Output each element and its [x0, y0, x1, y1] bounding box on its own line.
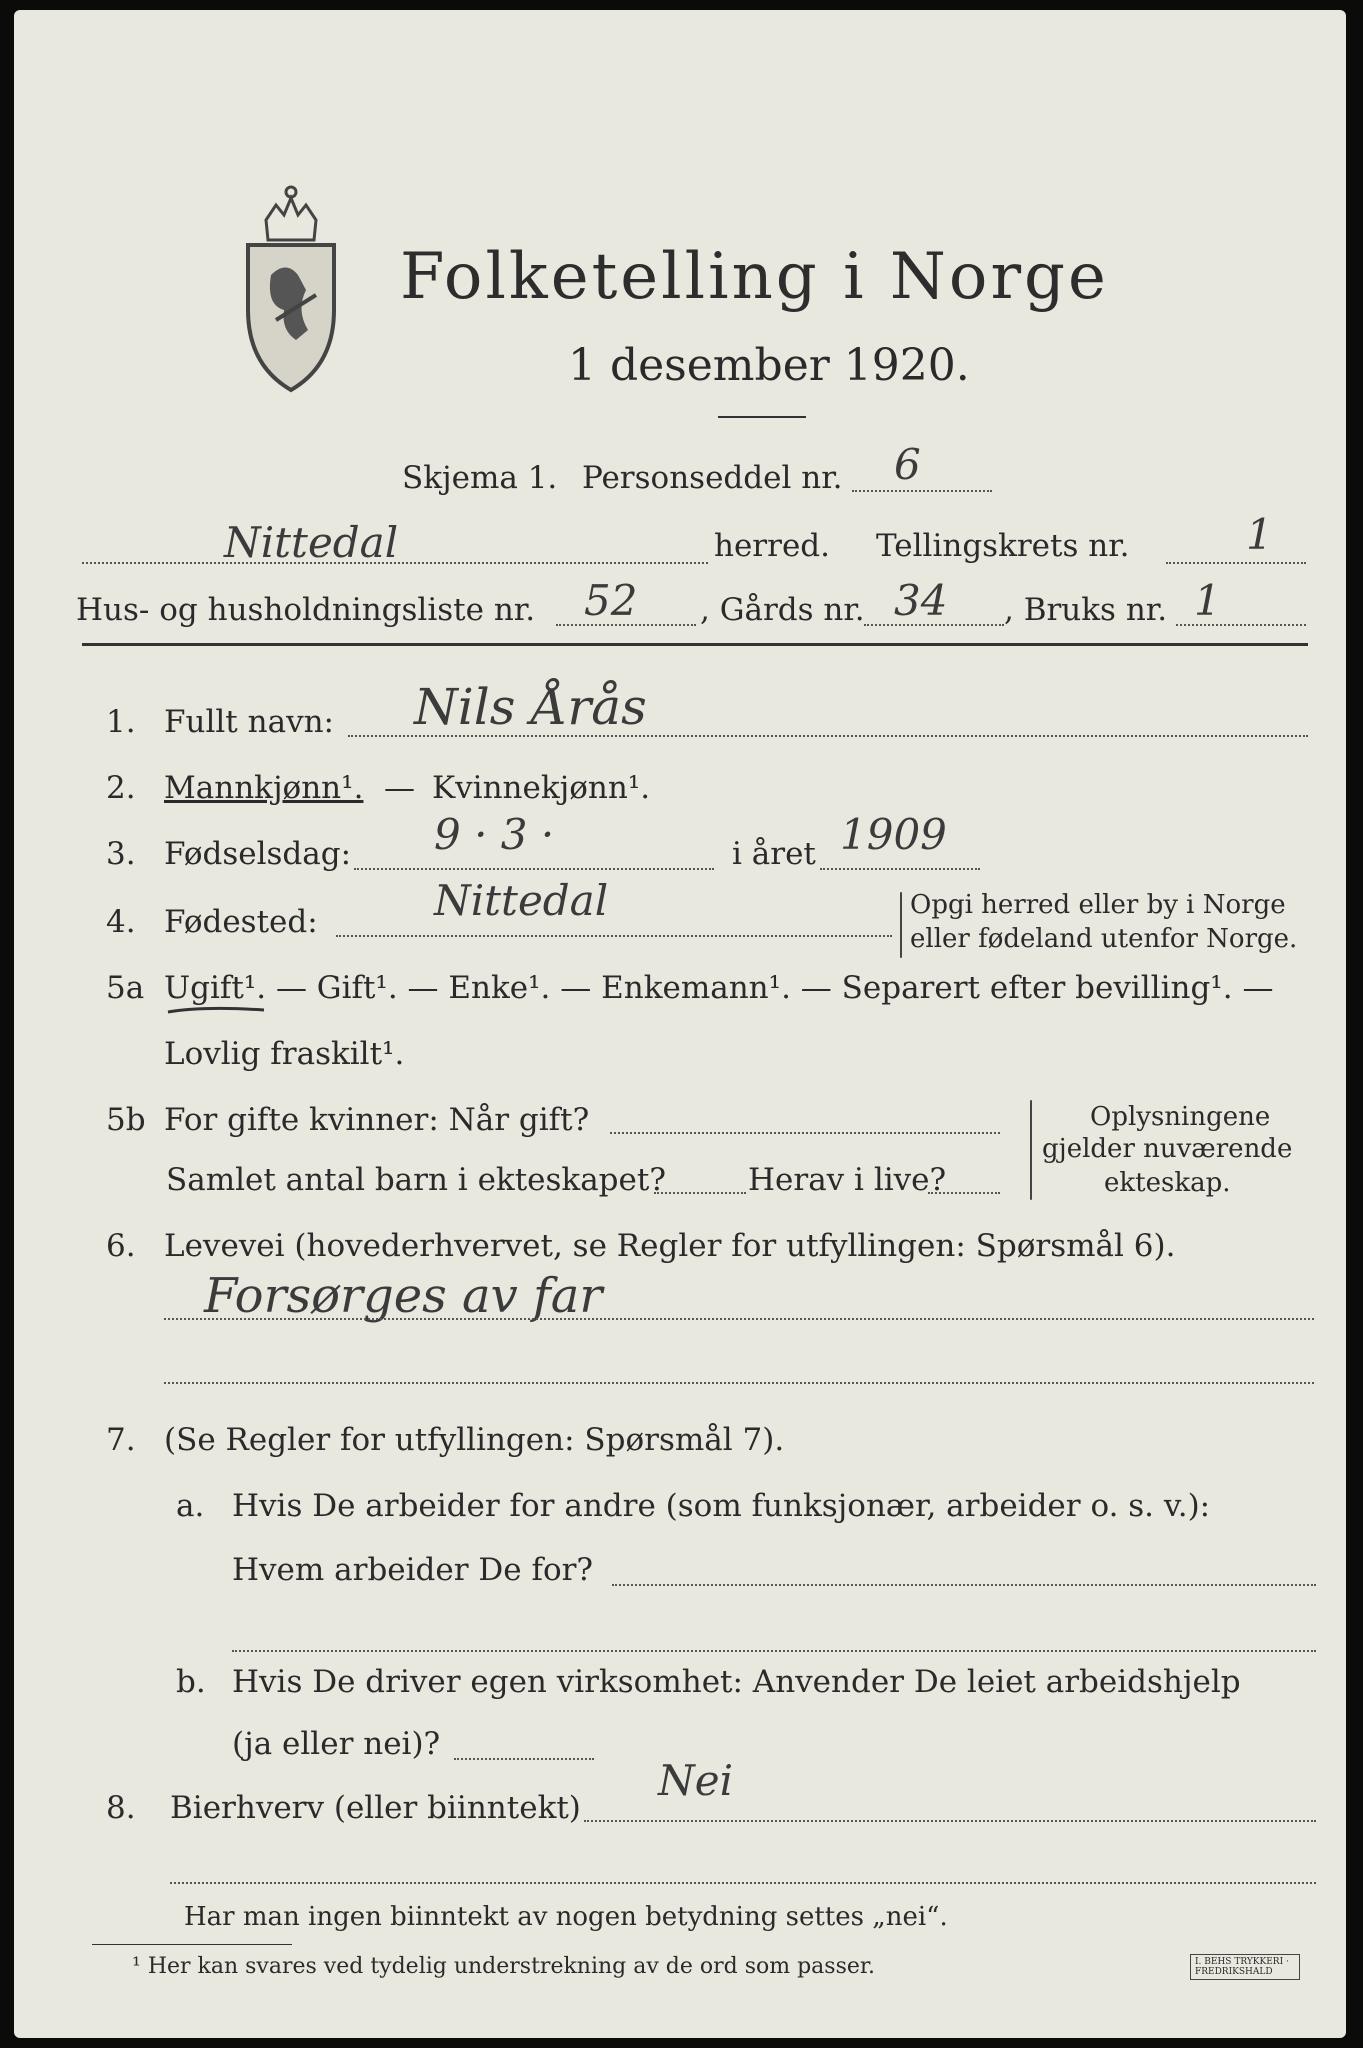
q4-label: Fødested: [164, 904, 318, 940]
q5a-line2: Lovlig fraskilt¹. [164, 1036, 405, 1072]
herred-value: Nittedal [224, 518, 399, 567]
bruks-value: 1 [1194, 576, 1221, 625]
husliste-value: 52 [584, 576, 638, 625]
q7-number: 7. [106, 1422, 136, 1458]
occupation-value: Forsørges av far [204, 1268, 603, 1324]
q2-male: Mannkjønn¹. [164, 770, 364, 806]
q1-number: 1. [106, 704, 136, 740]
q5b-line2a: Samlet antal barn i ekteskapet? [166, 1162, 666, 1198]
footnote-divider [92, 1944, 292, 1945]
q7a-line1: Hvis De arbeider for andre (som funksjonær, arbeider o. s. v.): [232, 1488, 1211, 1524]
gards-value: 34 [894, 576, 948, 625]
q7b-number: b. [176, 1664, 206, 1700]
q6-label: Levevei (hovederhvervet, se Regler for utfyllingen: Spørsmål 6). [164, 1228, 1176, 1264]
q5a-number: 5a [106, 970, 145, 1006]
q5a-line1: Ugift¹. — Gift¹. — Enke¹. — Enkemann¹. — Separert efter bevilling¹. — [164, 970, 1274, 1006]
bruks-label: , Bruks nr. [1004, 592, 1168, 628]
q8-note: Har man ingen biinntekt av nogen betydning settes „nei“. [184, 1902, 948, 1932]
q3-number: 3. [106, 836, 136, 872]
q5b-number: 5b [106, 1102, 146, 1138]
q5b-note-line1: Oplysningene [1090, 1102, 1271, 1132]
ugift-underline-mark [164, 1002, 274, 1022]
gards-label: , Gårds nr. [700, 592, 865, 628]
coat-of-arms-icon [236, 180, 346, 395]
q4-number: 4. [106, 904, 136, 940]
q7a-number: a. [176, 1488, 205, 1524]
q8-label: Bierhverv (eller biinntekt) [170, 1790, 581, 1826]
q7a-line2: Hvem arbeider De for? [232, 1552, 594, 1588]
q7b-line1: Hvis De driver egen virksomhet: Anvender De leiet arbeidshjelp [232, 1664, 1241, 1700]
form-title: Folketelling i Norge [400, 240, 1109, 314]
census-form [14, 10, 1346, 2038]
census-date: 1 desember 1920. [568, 340, 970, 391]
q4-note-line1: Opgi herred eller by i Norge [910, 890, 1286, 920]
q7b-line2: (ja eller nei)? [232, 1726, 441, 1762]
tellingskrets-value: 1 [1246, 510, 1273, 559]
full-name-value: Nils Årås [414, 678, 647, 736]
birthdate-value: 9 · 3 · [434, 810, 555, 859]
q3-year-label: i året [732, 836, 816, 872]
tellingskrets-label: Tellingskrets nr. [876, 528, 1130, 564]
personseddel-value: 6 [894, 440, 921, 489]
q6-number: 6. [106, 1228, 136, 1264]
herred-label: herred. [714, 528, 830, 564]
birthplace-value: Nittedal [434, 876, 609, 925]
birthyear-value: 1909 [840, 810, 947, 859]
husliste-label: Hus- og husholdningsliste nr. [76, 592, 536, 628]
q2-separator: — [384, 770, 415, 806]
q2-female: Kvinnekjønn¹. [432, 770, 651, 806]
personseddel-label: Personseddel nr. [582, 460, 843, 496]
q5b-line2b: Herav i live? [748, 1162, 947, 1198]
skjema-label: Skjema 1. [402, 460, 558, 496]
q7-label: (Se Regler for utfyllingen: Spørsmål 7). [164, 1422, 785, 1458]
q3-label: Fødselsdag: [164, 836, 352, 872]
q2-number: 2. [106, 770, 136, 806]
title-divider [718, 416, 806, 418]
header-divider [82, 643, 1308, 646]
side-income-value: Nei [658, 1756, 734, 1805]
q5b-line1: For gifte kvinner: Når gift? [164, 1102, 590, 1138]
q5b-note-line3: ekteskap. [1104, 1168, 1231, 1198]
q4-note-line2: eller fødeland utenfor Norge. [910, 924, 1298, 954]
footnote: ¹ Her kan svares ved tydelig understrekning av de ord som passer. [132, 1954, 875, 1979]
q8-number: 8. [106, 1790, 136, 1826]
printer-stamp: I. BEHS TRYKKERI · FREDRIKSHALD [1190, 1954, 1300, 1980]
q5b-note-line2: gjelder nuværende [1042, 1134, 1293, 1164]
q1-label: Fullt navn: [164, 704, 334, 740]
